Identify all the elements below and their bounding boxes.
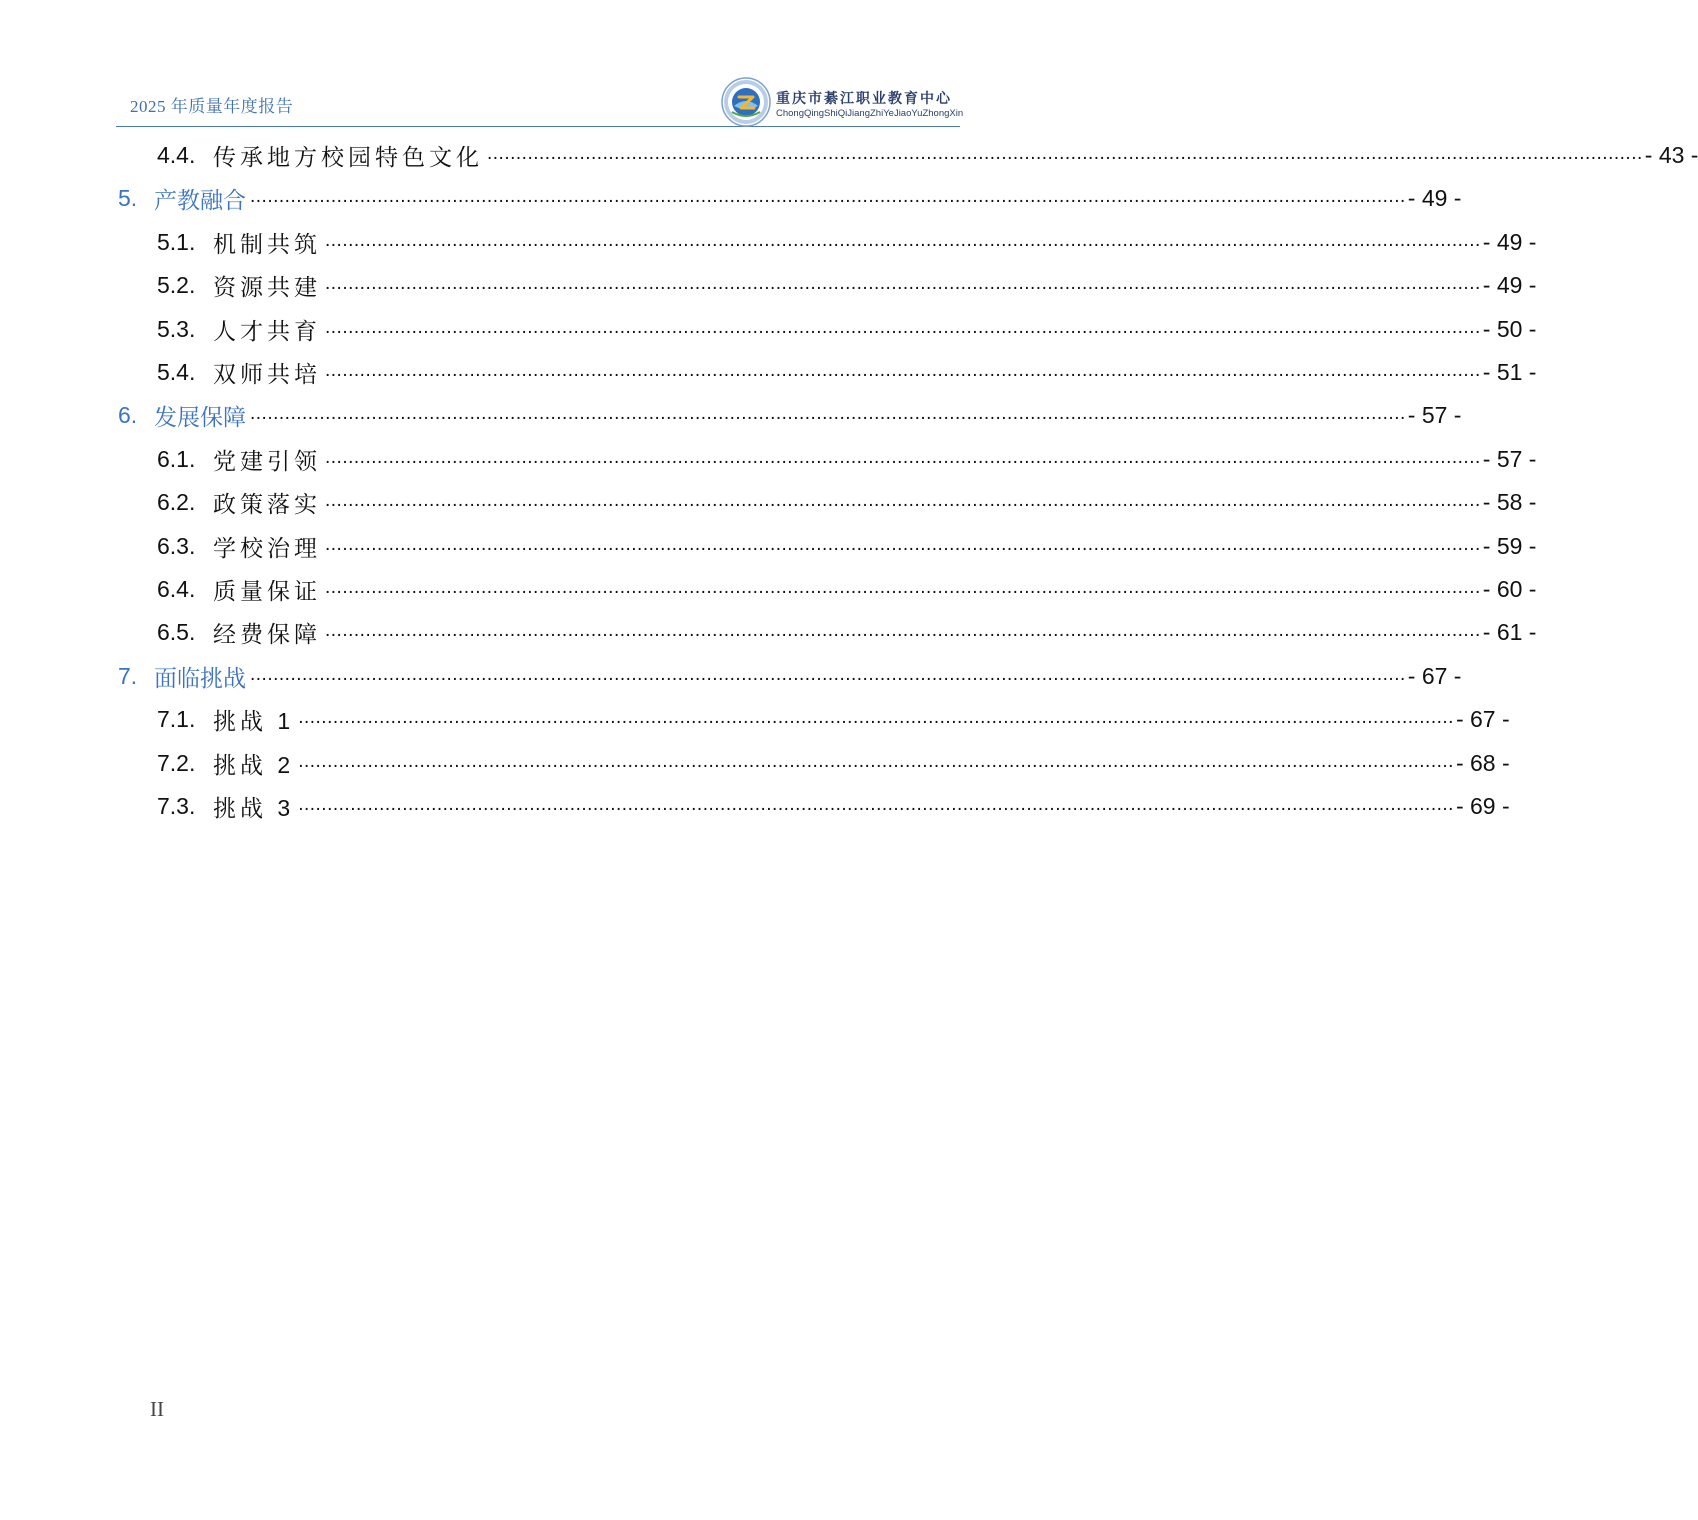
school-logo bbox=[720, 74, 964, 124]
toc-dot-leader: ........................................................................................................................................................................................................ bbox=[325, 229, 1481, 251]
toc-entry-title: 质量保证 bbox=[213, 578, 321, 604]
toc-entry-page: - 69 - bbox=[1455, 793, 1510, 819]
toc-entry-number: 6.1. bbox=[157, 445, 196, 472]
toc-entry-title: 机制共筑 bbox=[213, 230, 321, 257]
toc-dot-leader: ........................................................................................................................................................................................................ bbox=[250, 663, 1406, 685]
toc-entry-number: 4.4. bbox=[157, 142, 196, 168]
toc-dot-leader: ........................................................................................................................................................................................................ bbox=[325, 533, 1481, 555]
toc-entry-number: 5. bbox=[118, 185, 138, 212]
toc-entry-title: 产教融合 bbox=[154, 187, 246, 214]
toc-entry[interactable] bbox=[157, 568, 1537, 611]
toc-entry[interactable] bbox=[118, 177, 1462, 220]
toc-entry-page: - 57 - bbox=[1482, 445, 1537, 472]
page-header bbox=[116, 70, 964, 127]
toc-entry-title: 传承地方校园特色文化 bbox=[213, 144, 483, 170]
toc-entry-page: - 58 - bbox=[1482, 489, 1537, 516]
toc-entry-page: - 57 - bbox=[1407, 402, 1462, 429]
toc-entry-page: - 49 - bbox=[1482, 272, 1537, 299]
toc-dot-leader: ........................................................................................................................................................................................................ bbox=[325, 490, 1481, 512]
toc-dot-leader: ........................................................................................................................................................................................................ bbox=[325, 620, 1481, 642]
toc-entry-title: 发展保障 bbox=[154, 404, 246, 431]
page-number: II bbox=[150, 1397, 164, 1421]
toc-entry-page: - 49 - bbox=[1407, 185, 1462, 212]
toc-entry-title: 面临挑战 bbox=[154, 664, 246, 691]
toc-dot-leader: ........................................................................................................................................................................................................ bbox=[298, 707, 1454, 729]
toc-entry[interactable] bbox=[157, 438, 1537, 481]
toc-entry-title: 党建引领 bbox=[213, 447, 321, 474]
toc-entry-title: 学校治理 bbox=[213, 534, 321, 561]
toc-entry-title: 挑战 2 bbox=[213, 751, 295, 778]
toc-entry-title: 挑战 3 bbox=[213, 795, 295, 821]
toc-entry-title: 政策落实 bbox=[213, 491, 321, 518]
toc-entry-page: - 51 - bbox=[1482, 359, 1537, 385]
toc-dot-leader: ........................................................................................................................................................................................................ bbox=[325, 577, 1481, 598]
toc-entry-number: 6.2. bbox=[157, 489, 196, 516]
toc-entry-page: - 49 - bbox=[1482, 228, 1537, 255]
toc-entry-page: - 50 - bbox=[1482, 315, 1537, 342]
toc-dot-leader: ........................................................................................................................................................................................................ bbox=[487, 143, 1643, 164]
toc-entry-page: - 68 - bbox=[1455, 749, 1510, 776]
toc-entry-title: 资源共建 bbox=[213, 274, 321, 301]
school-name: 重庆市綦江职业教育中心 bbox=[776, 91, 952, 107]
report-title: 2025 年质量年度报告 bbox=[130, 97, 294, 116]
toc-entry-page: - 61 - bbox=[1482, 619, 1537, 646]
toc-entry-number: 5.3. bbox=[157, 315, 196, 342]
toc-entry-page: - 67 - bbox=[1455, 706, 1510, 733]
toc-entry-title: 人才共育 bbox=[213, 317, 321, 344]
toc-entry[interactable] bbox=[118, 394, 1462, 437]
toc-entry-number: 7.2. bbox=[157, 749, 196, 776]
toc-entry-page: - 67 - bbox=[1407, 662, 1462, 689]
toc-entry-number: 7. bbox=[118, 662, 138, 689]
toc-dot-leader: ........................................................................................................................................................................................................ bbox=[325, 446, 1481, 468]
toc-entry[interactable] bbox=[118, 655, 1462, 698]
toc-entry[interactable] bbox=[157, 264, 1537, 307]
toc-dot-leader: ........................................................................................................................................................................................................ bbox=[325, 316, 1481, 338]
toc-dot-leader: ........................................................................................................................................................................................................ bbox=[250, 186, 1406, 208]
toc-dot-leader: ........................................................................................................................................................................................................ bbox=[250, 403, 1406, 425]
toc-entry[interactable] bbox=[157, 308, 1537, 351]
toc-entry-page: - 60 - bbox=[1482, 576, 1537, 602]
toc-entry-number: 7.3. bbox=[157, 793, 196, 819]
toc-entry-number: 7.1. bbox=[157, 706, 196, 733]
toc-entry-number: 6.4. bbox=[157, 576, 196, 602]
toc-dot-leader: ........................................................................................................................................................................................................ bbox=[325, 273, 1481, 295]
toc-dot-leader: ........................................................................................................................................................................................................ bbox=[298, 794, 1454, 815]
toc-entry-number: 5.2. bbox=[157, 272, 196, 299]
toc-entry-title: 挑战 1 bbox=[213, 708, 295, 735]
toc-entry[interactable] bbox=[157, 698, 1510, 741]
toc-entry[interactable] bbox=[157, 481, 1537, 524]
toc-entry-page: - 43 - bbox=[1644, 142, 1698, 168]
toc-entry[interactable] bbox=[157, 351, 1537, 394]
toc-entry[interactable] bbox=[157, 134, 1698, 177]
toc-entry-number: 6. bbox=[118, 402, 138, 429]
toc-entry[interactable] bbox=[157, 742, 1510, 785]
toc-entry[interactable] bbox=[157, 611, 1537, 654]
toc-entry-number: 5.1. bbox=[157, 228, 196, 255]
school-name-pinyin: ChongQingShiQiJiangZhiYeJiaoYuZhongXin bbox=[776, 108, 964, 119]
toc-entry-page: - 59 - bbox=[1482, 532, 1537, 559]
toc-dot-leader: ........................................................................................................................................................................................................ bbox=[298, 750, 1454, 772]
toc-entry-title: 双师共培 bbox=[213, 361, 321, 387]
toc-entry-number: 6.5. bbox=[157, 619, 196, 646]
toc-entry-number: 6.3. bbox=[157, 532, 196, 559]
toc-entry[interactable] bbox=[157, 221, 1537, 264]
toc-dot-leader: ........................................................................................................................................................................................................ bbox=[325, 360, 1481, 381]
school-emblem-icon bbox=[720, 76, 772, 128]
toc-entry-number: 5.4. bbox=[157, 359, 196, 385]
toc-entry[interactable] bbox=[157, 785, 1510, 828]
toc-entry-title: 经费保障 bbox=[213, 621, 321, 648]
toc-entry[interactable] bbox=[157, 525, 1537, 568]
